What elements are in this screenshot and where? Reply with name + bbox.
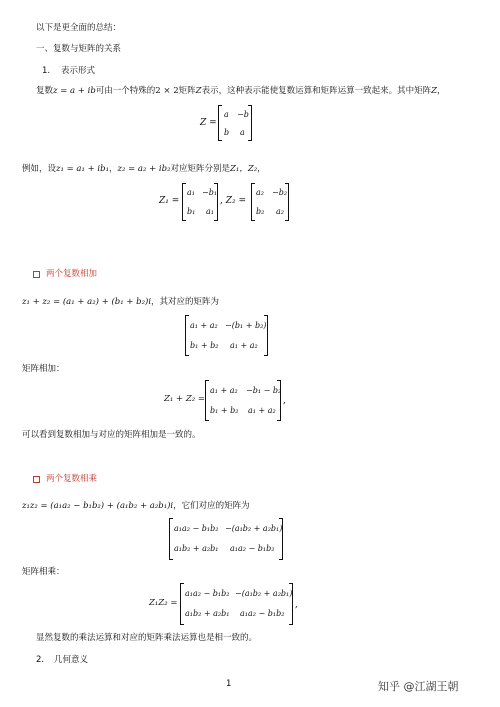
intro-text: 以下是更全面的总结： [36, 23, 122, 33]
matrix-cell: −b₁ [202, 188, 218, 197]
matrix-cell: a₁a₂ − b₁b₂ [174, 524, 219, 533]
matrix-cell: a₂ [276, 207, 284, 216]
item-1-number: 1. [42, 66, 51, 76]
add-matrix [185, 315, 268, 356]
matrix-cell: a₁ + a₂ [230, 341, 258, 350]
matrix-cell: a₁ + a₂ [190, 321, 218, 330]
matrix-cell: −(b₁ + b₂) [225, 321, 267, 330]
mul-prod-lhs: Z₁Z₂ = [149, 598, 178, 608]
matrix-cell: a₁a₂ − b₁b₂ [240, 609, 285, 618]
Z-matrix [218, 105, 252, 141]
Z2-lhs: , Z₂ = [220, 196, 246, 206]
mul-prod-comma: , [295, 600, 298, 610]
mul-matrix [169, 518, 283, 560]
Z1-matrix [182, 183, 218, 221]
add-conclusion: 可以看到复数相加与对应的矩阵相加是一致的。 [22, 430, 201, 440]
mul-label: 矩阵相乘： [22, 567, 65, 577]
matrix-cell: a₁a₂ − b₁b₂ [230, 544, 275, 553]
matrix-cell: a₁ [206, 207, 214, 216]
matrix-cell: −b [237, 110, 249, 119]
page-number: 1 [226, 679, 232, 689]
matrix-cell: a [224, 110, 229, 119]
add-sum-matrix [205, 380, 281, 421]
matrix-cell: a₁ [187, 188, 195, 197]
item-1-title: 表示形式 [61, 66, 96, 76]
add-formula-line: z₁ + z₂ = (a₁ + a₂) + (b₁ + b₂)i，其对应的矩阵为 [22, 297, 220, 307]
matrix-cell: a₁a₂ − b₁b₂ [185, 589, 230, 598]
matrix-cell: b₁ + b₂ [210, 406, 239, 415]
matrix-cell: a₁b₂ + a₂b₁ [174, 544, 219, 553]
item-1-paragraph: 复数z = a + ib可由一个特殊的2 × 2矩阵Z表示，这种表示能使复数运算和矩阵运算一致起来。其中矩阵Z， [36, 86, 446, 96]
add-sum-lhs: Z₁ + Z₂ = [164, 394, 205, 404]
add-section-title: 两个复数相加 [46, 269, 98, 279]
mul-conclusion: 显然复数的乘法运算和对应的矩阵乘法运算也是相一致的。 [36, 633, 258, 643]
checkbox-icon [33, 271, 40, 278]
matrix-cell: b₁ + b₂ [190, 341, 219, 350]
add-sum-comma: , [283, 396, 286, 406]
matrix-cell: a₂ [256, 188, 264, 197]
matrix-cell: a₁ + a₂ [248, 406, 276, 415]
item-2-title: 几何意义 [54, 655, 89, 665]
mul-section-title: 两个复数相乘 [46, 474, 98, 484]
Z2-matrix [251, 183, 289, 221]
matrix-cell: −(a₁b₂ + a₂b₁) [225, 524, 283, 533]
add-label: 矩阵相加： [22, 364, 65, 374]
mul-prod-matrix [180, 583, 293, 625]
matrix-cell: b₂ [256, 207, 265, 216]
matrix-cell: a [240, 128, 245, 137]
watermark-text: 知乎 @江湖王朝 [378, 680, 459, 693]
Z1-lhs: Z₁ = [159, 196, 180, 206]
matrix-cell: b₁ [187, 207, 196, 216]
matrix-cell: b [224, 128, 230, 137]
matrix-cell: −(a₁b₂ + a₂b₁) [235, 589, 293, 598]
matrix-cell: −b₁ − b₂ [246, 386, 282, 395]
matrix-cell: a₁b₂ + a₂b₁ [185, 609, 230, 618]
checkbox-icon [33, 476, 40, 483]
item-2-number: 2. [36, 655, 45, 665]
matrix-cell: −b₂ [272, 188, 288, 197]
mul-formula-line: z₁z₂ = (a₁a₂ − b₁b₂) + (a₁b₂ + a₂b₁)i，它们对应的矩阵为 [22, 501, 250, 511]
example-paragraph: 例如，设z₁ = a₁ + ib₁，z₂ = a₂ + ib₂对应矩阵分别是Z₁，Z₂， [22, 164, 266, 174]
matrix-cell: a₁ + a₂ [210, 386, 238, 395]
section-1-title: 一、复数与矩阵的关系 [36, 44, 122, 54]
Z-lhs: Z = [200, 118, 217, 128]
